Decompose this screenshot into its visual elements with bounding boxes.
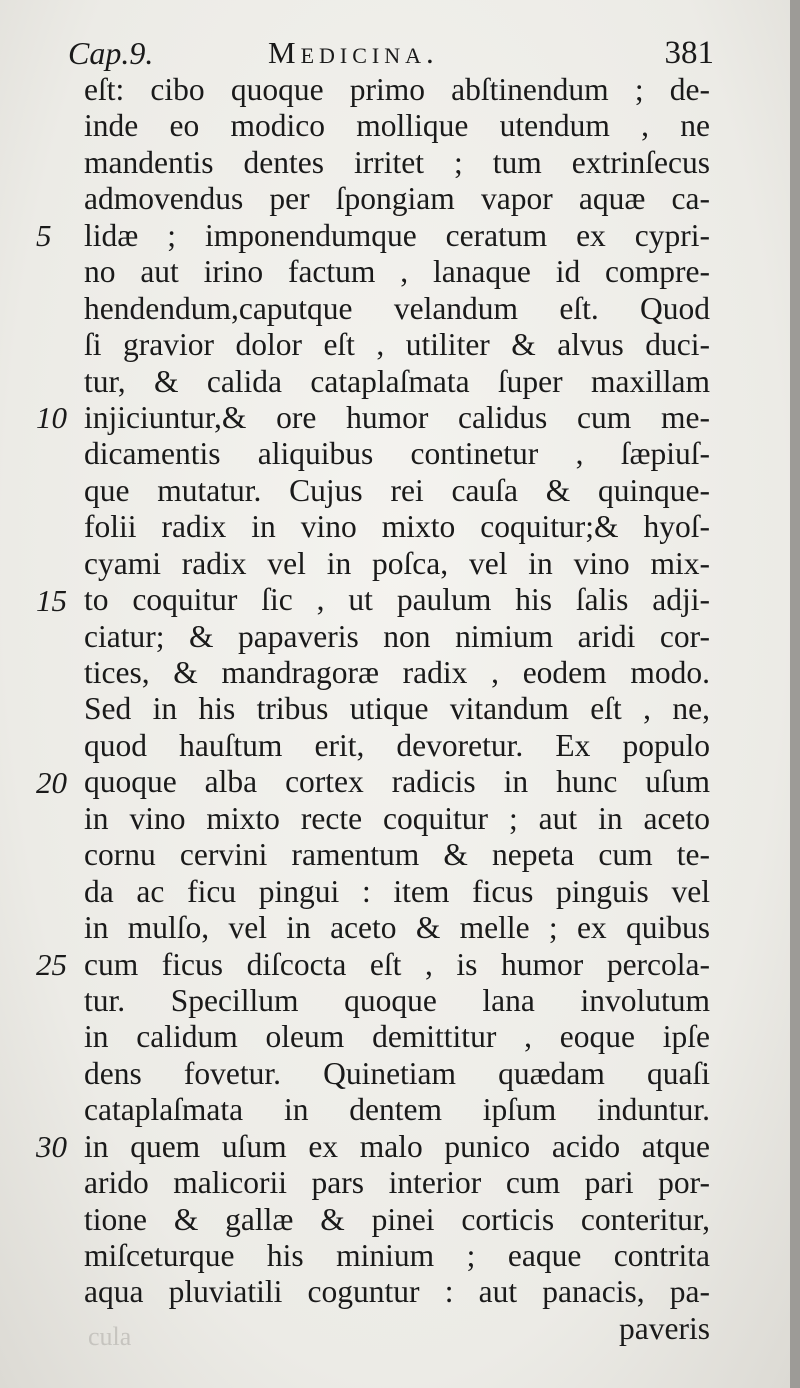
line-number-5: 5	[36, 218, 52, 253]
text-line: in mulſo, vel in aceto & melle ; ex quibus	[84, 910, 710, 946]
text-line: eſt: cibo quoque primo abſtinendum ; de-	[84, 72, 710, 107]
line-number-20: 20	[36, 765, 67, 800]
line-number-10: 10	[36, 400, 67, 435]
chapter-heading: Cap.9.	[68, 35, 154, 71]
page-header	[68, 30, 714, 76]
text-line: tices, & mandragoræ radix , eodem modo.	[84, 655, 710, 690]
text-line: to coquitur ſic , ut paulum his ſalis adji-	[84, 582, 710, 618]
line-number-25: 25	[36, 947, 67, 982]
text-line: que mutatur. Cujus rei cauſa & quinque-	[84, 472, 710, 508]
text-line: quoque alba cortex radicis in hunc uſum	[84, 764, 710, 800]
page-number: 381	[664, 35, 714, 71]
body-text	[84, 72, 710, 1347]
text-line: in quem uſum ex malo punico acido atque	[84, 1128, 710, 1164]
text-line: hendendum,caputque velandum eſt. Quod	[84, 290, 710, 326]
text-line: cataplaſmata in dentem ipſum induntur.	[84, 1092, 710, 1128]
text-line: ſi gravior dolor eſt , utiliter & alvus duci-	[84, 327, 710, 363]
running-title: Medicina.	[268, 35, 439, 70]
text-line: cornu cervini ramentum & nepeta cum te-	[84, 837, 710, 873]
text-line: tur. Specillum quoque lana involutum	[84, 982, 710, 1018]
text-line: mandentis dentes irritet ; tum extrinſecus	[84, 144, 710, 180]
text-line: injiciuntur,& ore humor calidus cum me-	[84, 399, 710, 435]
text-line: folii radix in vino mixto coquitur;& hyoſ-	[84, 509, 710, 545]
text-line: in calidum oleum demittitur , eoque ipſe	[84, 1019, 710, 1055]
text-line: tione & gallæ & pinei corticis conteritur,	[84, 1201, 710, 1237]
text-line: dicamentis aliquibus continetur , ſæpiuſ-	[84, 436, 710, 472]
text-line: tur, & calida cataplaſmata ſuper maxillam	[84, 363, 710, 399]
text-line: da ac ficu pingui : item ficus pinguis vel	[84, 873, 710, 909]
text-line: in vino mixto recte coquitur ; aut in aceto	[84, 800, 710, 836]
line-number-15: 15	[36, 583, 67, 618]
text-line: inde eo modico mollique utendum , ne	[84, 108, 710, 144]
text-line: cyami radix vel in poſca, vel in vino mix-	[84, 545, 710, 581]
text-line: arido malicorii pars interior cum pari por-	[84, 1165, 710, 1201]
text-line: admovendus per ſpongiam vapor aquæ ca-	[84, 181, 710, 217]
text-line: no aut irino factum , lanaque id compre-	[84, 254, 710, 290]
bleed-through-text: cula	[88, 1322, 132, 1351]
text-line: Sed in his tribus utique vitandum eſt , ne,	[84, 691, 710, 727]
text-line: dens fovetur. Quinetiam quædam quaſi	[84, 1055, 710, 1091]
line-number-30: 30	[36, 1129, 67, 1164]
text-line: lidæ ; imponendumque ceratum ex cypri-	[84, 217, 710, 253]
text-line: cum ficus diſcocta eſt , is humor percola-	[84, 946, 710, 982]
catchword: paveris	[619, 1310, 710, 1346]
text-line: quod hauſtum erit, devoretur. Ex populo	[84, 727, 710, 763]
text-line: miſceturque his minium ; eaque contrita	[84, 1238, 710, 1273]
text-line: aqua pluviatili coguntur : aut panacis, pa-	[84, 1274, 710, 1310]
text-line: ciatur; & papaveris non nimium aridi cor-	[84, 618, 710, 654]
